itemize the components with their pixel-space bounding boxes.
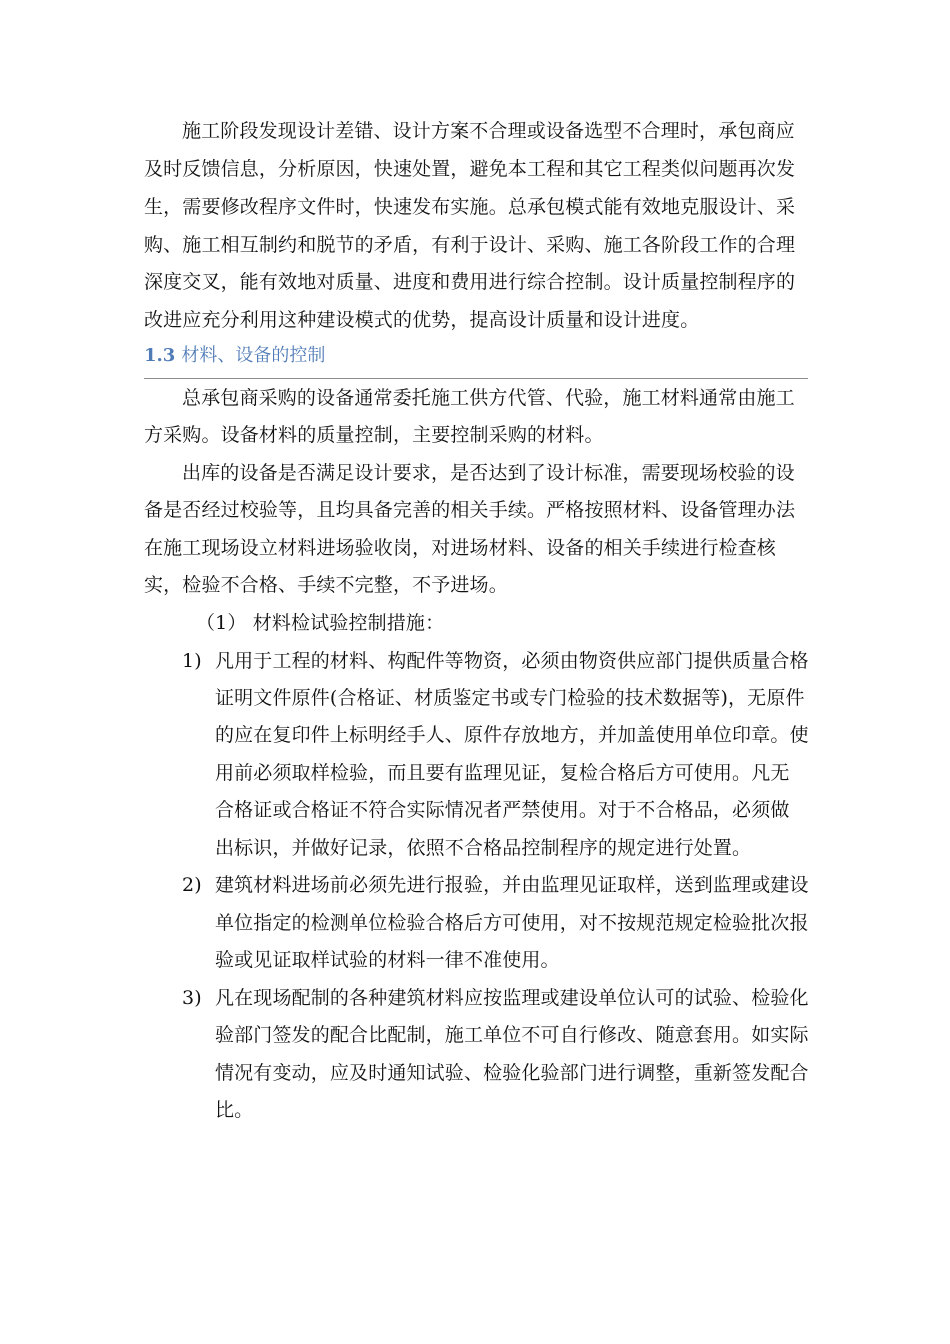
section-title: 材料、设备的控制 [181,345,326,366]
text-line: 用前必须取样检验，而且要有监理见证，复检合格后方可使用。凡无 [215,762,790,784]
text-line: 情况有变动，应及时通知试验、检验化验部门进行调整，重新签发配合 [215,1062,809,1084]
text-line: 实，检验不合格、手续不完整，不予进场。 [144,574,508,596]
text-line: 总承包商采购的设备通常委托施工供方代管、代验，施工材料通常由施工 [182,387,795,409]
text-line: 改进应充分利用这种建设模式的优势，提高设计质量和设计进度。 [144,309,700,331]
text-line: 合格证或合格证不符合实际情况者严禁使用。对于不合格品，必须做 [215,799,790,821]
text-line: 购、施工相互制约和脱节的矛盾，有利于设计、采购、施工各阶段工作的合理 [144,234,796,256]
text-line: 验部门签发的配合比配制，施工单位不可自行修改、随意套用。如实际 [215,1024,809,1046]
text-line: 施工阶段发现设计差错、设计方案不合理或设备选型不合理时，承包商应 [182,120,795,142]
list-item-marker: 1) [182,650,202,672]
text-line: 及时反馈信息，分析原因，快速处置，避免本工程和其它工程类似问题再次发 [144,158,796,180]
text-line: 出标识，并做好记录，依照不合格品控制程序的规定进行处置。 [215,837,752,859]
subheading-material-testing: （1） 材料检试验控制措施： [196,612,445,634]
text-line: 比。 [215,1099,254,1121]
text-line: 在施工现场设立材料进场验收岗，对进场材料、设备的相关手续进行检查核 [144,537,776,559]
text-line: 单位指定的检测单位检验合格后方可使用，对不按规范规定检验批次报 [215,912,809,934]
list-item-marker: 2) [182,874,202,896]
text-line: 验或见证取样试验的材料一律不准使用。 [215,949,560,971]
section-heading [144,343,325,369]
text-line: 凡用于工程的材料、构配件等物资，必须由物资供应部门提供质量合格 [215,650,809,672]
text-line: 方采购。设备材料的质量控制，主要控制采购的材料。 [144,424,604,446]
section-number: 1.3 [144,345,176,366]
heading-underline [144,378,808,379]
text-line: 建筑材料进场前必须先进行报验，并由监理见证取样，送到监理或建设 [215,874,809,896]
list-item-marker: 3) [182,987,202,1009]
text-line: 出库的设备是否满足设计要求，是否达到了设计标准，需要现场校验的设 [182,462,795,484]
text-line: 的应在复印件上标明经手人、原件存放地方，并加盖使用单位印章。使 [215,724,809,746]
text-line: 生，需要修改程序文件时，快速发布实施。总承包模式能有效地克服设计、采 [144,196,796,218]
text-line: 证明文件原件(合格证、材质鉴定书或专门检验的技术数据等)，无原件 [215,687,805,709]
text-line: 备是否经过校验等，且均具备完善的相关手续。严格按照材料、设备管理办法 [144,499,796,521]
text-line: 凡在现场配制的各种建筑材料应按监理或建设单位认可的试验、检验化 [215,987,809,1009]
text-line: 深度交叉，能有效地对质量、进度和费用进行综合控制。设计质量控制程序的 [144,271,796,293]
